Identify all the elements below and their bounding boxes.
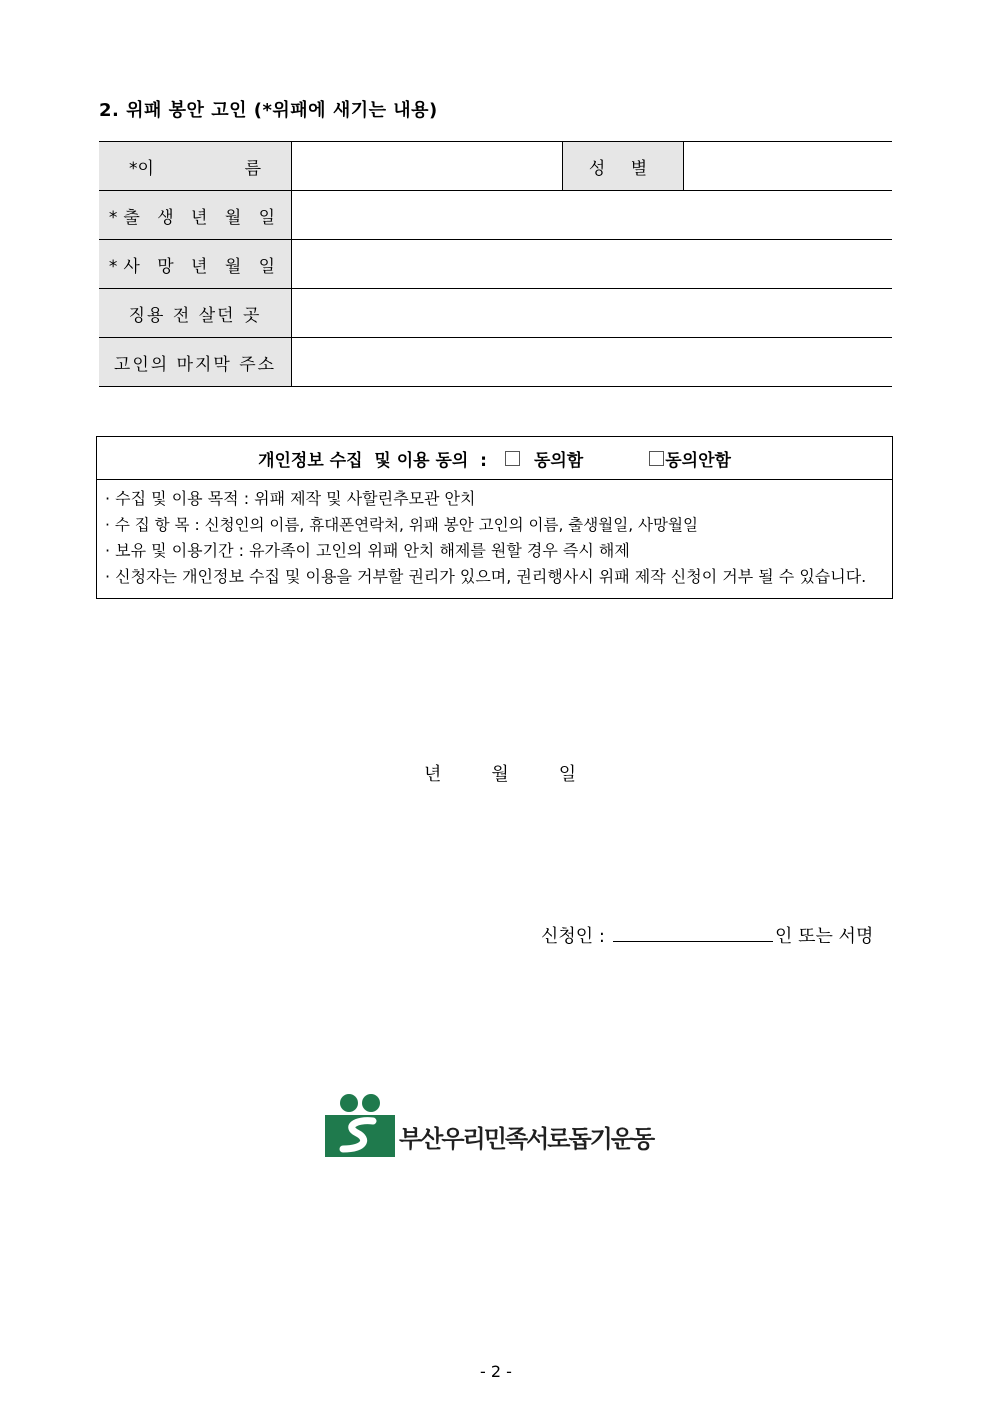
death-label: *사 망 년 월 일 — [99, 240, 292, 289]
gender-field[interactable] — [684, 142, 893, 191]
day-label: 일 — [558, 764, 577, 785]
table-row — [99, 191, 892, 240]
consent-line: · 수집 및 이용 목적 : 위패 제작 및 사할린추모관 안치 — [105, 489, 476, 508]
consent-title: 개인정보 수집 및 이용 동의 : — [258, 450, 487, 471]
consent-line: · 보유 및 이용기간 : 유가족이 고인의 위패 안치 해제를 원할 경우 즉시 해제 — [105, 541, 630, 560]
applicant-label: 신청인 : — [541, 926, 605, 947]
date-line — [424, 760, 576, 786]
consent-body — [97, 480, 892, 598]
consent-line: · 수 집 항 목 : 신청인의 이름, 휴대폰연락처, 위패 봉안 고인의 이름, 출생월일, 사망월일 — [105, 516, 698, 534]
page-number: - 2 - — [480, 1362, 512, 1381]
organization-logo — [325, 1093, 665, 1163]
table-row — [99, 338, 892, 387]
section-title: 2. 위패 봉안 고인 (*위패에 새기는 내용) — [99, 100, 438, 121]
deceased-info-table — [99, 141, 892, 387]
birth-label: *출 생 년 월 일 — [99, 191, 292, 240]
address-label: 고인의 마지막 주소 — [99, 338, 292, 387]
logo-text: 부산우리민족서로돕기운동 — [399, 1125, 654, 1153]
table-row — [99, 142, 892, 191]
name-field[interactable] — [292, 142, 563, 191]
consent-line: · 신청자는 개인정보 수집 및 이용을 거부할 권리가 있으며, 권리행사시 위패 제작 신청이 거부 될 수 있습니다. — [105, 567, 867, 586]
name-label — [99, 142, 292, 191]
name-label-second: 름 — [244, 158, 261, 179]
gender-label: 성 별 — [563, 142, 684, 191]
applicant-line — [541, 922, 873, 948]
month-label: 월 — [491, 764, 509, 785]
address-field[interactable] — [292, 338, 893, 387]
consent-box — [96, 436, 893, 599]
agree-label: 동의함 — [533, 450, 584, 471]
name-label-first: *이 — [129, 158, 154, 179]
residence-label: 징용 전 살던 곳 — [99, 289, 292, 338]
table-row — [99, 289, 892, 338]
death-field[interactable] — [292, 240, 893, 289]
consent-header — [97, 437, 892, 480]
signature-blank[interactable] — [613, 923, 773, 942]
disagree-label: 동의안함 — [665, 450, 731, 471]
agree-checkbox[interactable] — [505, 451, 520, 466]
year-label: 년 — [424, 764, 442, 785]
table-row — [99, 240, 892, 289]
applicant-suffix: 인 또는 서명 — [774, 926, 874, 947]
disagree-checkbox[interactable] — [649, 451, 664, 466]
residence-field[interactable] — [292, 289, 893, 338]
birth-field[interactable] — [292, 191, 893, 240]
